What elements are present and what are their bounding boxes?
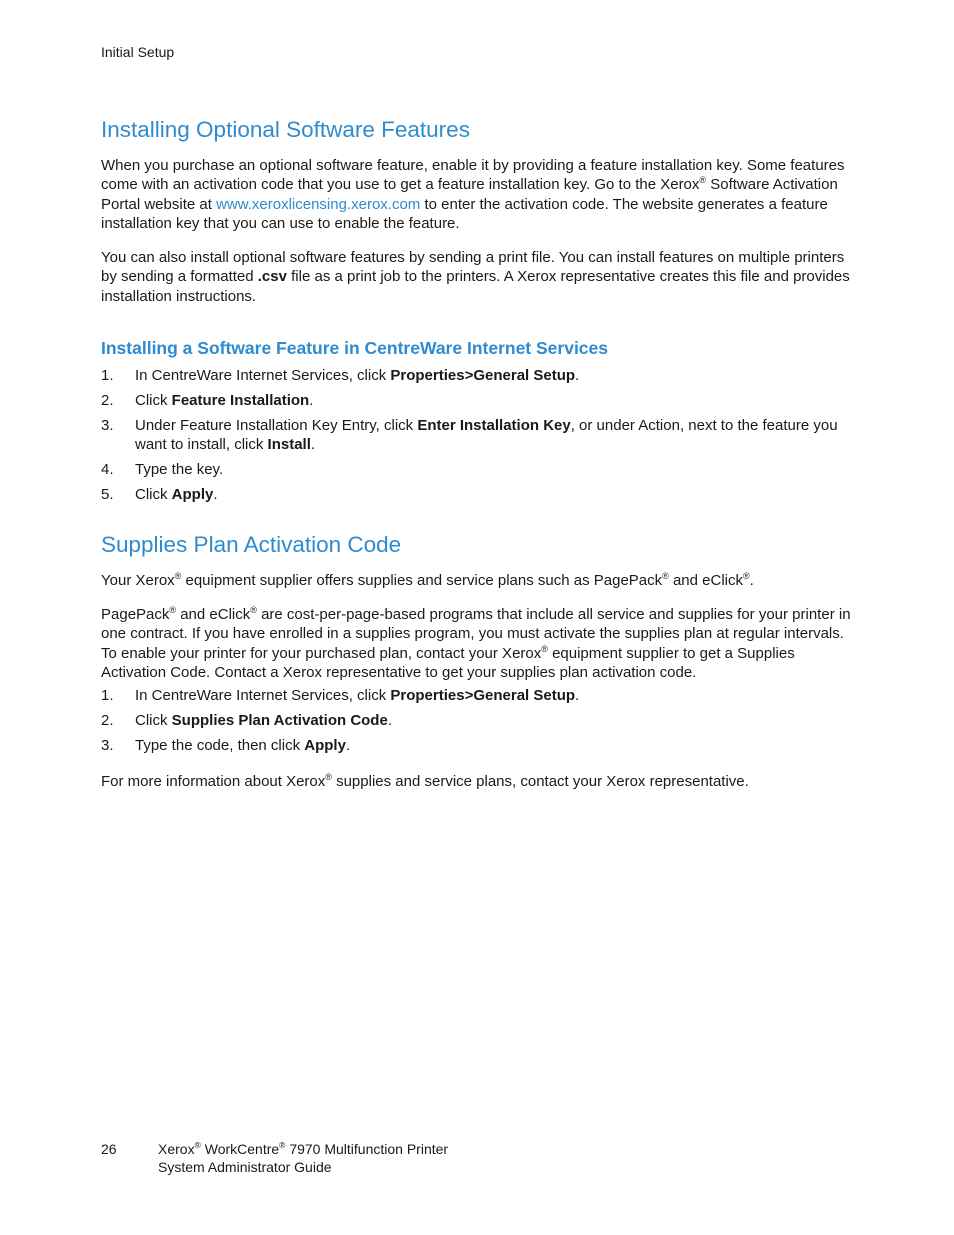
paragraph-more-info: For more information about Xerox® supplies and service plans, contact your Xerox representative. xyxy=(101,772,749,791)
feature-install-steps xyxy=(101,366,853,505)
paragraph-pagepack-eclick: PagePack® and eClick® are cost-per-page-based programs that include all service and supplies for your printer in one contract. If you have enrolled in a supplies program, you must activate the supplies plan at regular intervals. To enable your printer for your purchased plan, contact your Xerox® equipment supplier to get a Supplies Activation Code. Contact a Xerox representative to get your supplies plan activation code. xyxy=(101,604,851,681)
subsection-title-centreware: Installing a Software Feature in CentreWare Internet Services xyxy=(101,338,609,359)
running-header: Initial Setup xyxy=(101,44,175,60)
list-item: 3. Under Feature Installation Key Entry, click Enter Installation Key, or under Action, next to the feature you want to install, click Install. xyxy=(101,417,838,454)
csv-file-extension: .csv xyxy=(257,268,287,286)
registered-mark: ® xyxy=(699,175,707,186)
xerox-licensing-link[interactable]: www.xeroxlicensing.xerox.com xyxy=(216,195,421,213)
list-item: 2. Click Supplies Plan Activation Code. xyxy=(101,712,392,730)
list-item: 4. Type the key. xyxy=(101,461,224,479)
page-content xyxy=(101,115,853,807)
page-footer xyxy=(101,1140,448,1176)
page-number: 26 xyxy=(101,1141,117,1157)
list-item: 1. In CentreWare Internet Services, click Properties>General Setup. xyxy=(101,687,580,705)
section-title-optional-software: Installing Optional Software Features xyxy=(101,117,470,142)
paragraph-supplies-offer: Your Xerox® equipment supplier offers supplies and service plans such as PagePack® and eClick®. xyxy=(101,570,754,589)
paragraph-feature-key: When you purchase an optional software feature, enable it by providing a feature installation key. Some features come with an activation code that you use to get a feature installation key. Go to the Xerox® Software Activation Portal website at www.xeroxlicensing.xerox.com to enter the activation code. The website generates a feature installation key that you can use to enable the feature. xyxy=(101,157,845,232)
list-item: 1. In CentreWare Internet Services, click Properties>General Setup. xyxy=(101,367,580,385)
list-item: 2. Click Feature Installation. xyxy=(101,392,314,410)
footer-product-info: Xerox® WorkCentre® 7970 Multifunction Printer System Administrator Guide xyxy=(158,1140,449,1175)
section-title-supplies-plan: Supplies Plan Activation Code xyxy=(101,531,402,557)
list-item: 3. Type the code, then click Apply. xyxy=(101,737,351,755)
list-item: 5. Click Apply. xyxy=(101,486,218,504)
supplies-activation-steps xyxy=(101,686,853,755)
paragraph-print-file-install: You can also install optional software features by sending a print file. You can install features on multiple printers by sending a formatted .csv file as a print job to the printers. A Xerox representative creates this file and provides installation instructions. xyxy=(101,249,850,305)
